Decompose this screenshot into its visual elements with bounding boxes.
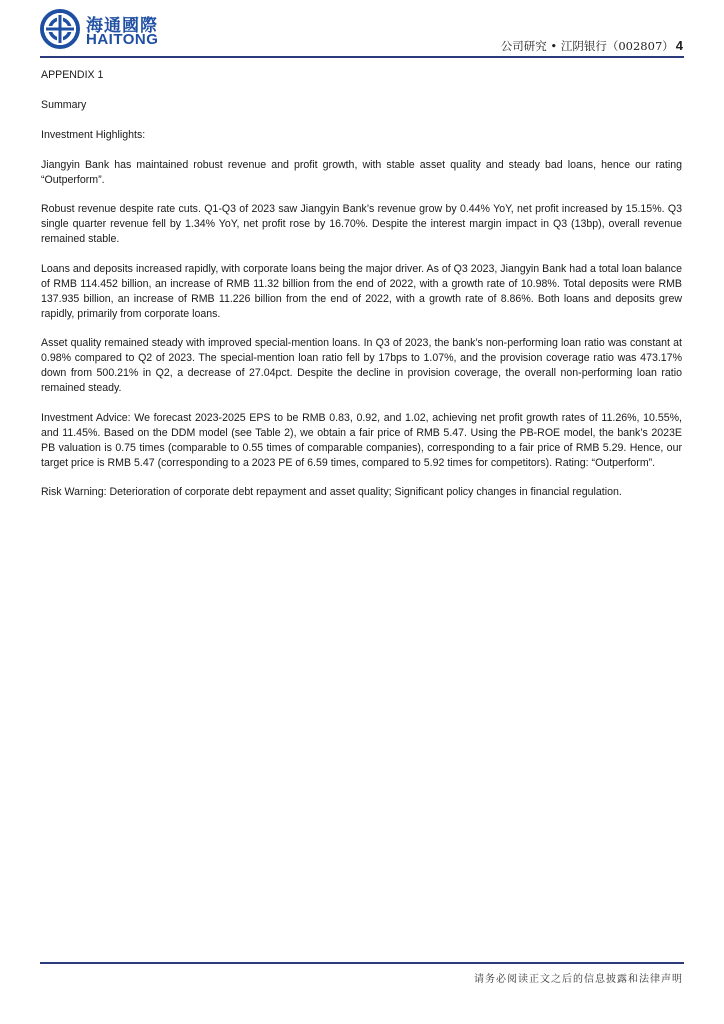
haitong-logo-mark-icon bbox=[40, 9, 80, 49]
paragraph-investment-advice: Investment Advice: We forecast 2023-2025 EPS to be RMB 0.83, 0.92, and 1.02, achieving net profit growth rates of 11.26%, 10.55%, and 11.45%. Based on the DDM model (see Table 2), we obtain a fair price of RMB 5.47. Using the PB-ROE model, the bank’s 2023E PB valuation is 0.75 times (comparable to 0.55 times of comparable companies), corresponding to a fair price of RMB 5.29. Hence, our target price is RMB 5.47 (corresponding to a 2023 PE of 6.59 times, compared to 5.92 times for competitors). Rating: “Outperform”. bbox=[41, 411, 682, 469]
header-divider bbox=[40, 56, 684, 58]
footer-disclaimer: 请务必阅读正文之后的信息披露和法律声明 bbox=[474, 974, 683, 985]
section-title-summary: Summary bbox=[41, 99, 87, 111]
section-title-highlights: Investment Highlights: bbox=[41, 129, 146, 141]
paragraph-revenue: Robust revenue despite rate cuts. Q1-Q3 of 2023 saw Jiangyin Bank’s revenue grow by 0.44% YoY, net profit increased by 15.15%. Q3 single quarter revenue fell by 1.34% YoY, net profit rose by 16.70%. Despite the interest margin impact in Q3 (13bp), overall revenue remained stable. bbox=[41, 203, 682, 245]
paragraph-risk-warning: Risk Warning: Deterioration of corporate debt repayment and asset quality; Significant policy changes in financial regulation. bbox=[41, 486, 622, 498]
footer-divider bbox=[40, 962, 684, 964]
paragraph-asset-quality: Asset quality remained steady with improved special-mention loans. In Q3 of 2023, the bank’s non-performing loan ratio was constant at 0.98% compared to Q2 of 2023. The special-mention loan ratio fell by 17bps to 1.07%, and the provision coverage ratio was 473.17% down from 500.21% in Q2, a decrease of 27.04pct. Despite the decline in provision coverage, the overall non-performing loan ratio remained steady. bbox=[41, 337, 682, 394]
report-meta bbox=[501, 38, 683, 54]
brand-name-cn: 海通國際 bbox=[86, 16, 158, 36]
paragraph-loans-deposits: Loans and deposits increased rapidly, with corporate loans being the major driver. As of Q3 2023, Jiangyin Bank had a total loan balance of RMB 114.452 billion, an increase of RMB 11.32 billion from the end of 2022, with a growth rate of 10.98%. Total deposits were RMB 137.935 billion, an increase of RMB 11.226 billion from the end of 2022, with a growth rate of 8.86%. Both loans and deposits grew rapidly, primarily from corporate loans. bbox=[41, 262, 682, 320]
report-meta-text: 公司研究 • 江阴银行（002807） bbox=[500, 39, 674, 53]
haitong-logo bbox=[40, 9, 170, 49]
page-number: 4 bbox=[675, 38, 683, 53]
report-body bbox=[41, 68, 682, 500]
brand-name-en: HAITONG bbox=[86, 31, 159, 48]
appendix-label: APPENDIX 1 bbox=[41, 69, 104, 81]
paragraph-overview: Jiangyin Bank has maintained robust revenue and profit growth, with stable asset quality and steady bad loans, hence our rating “Outperform”. bbox=[41, 158, 682, 186]
